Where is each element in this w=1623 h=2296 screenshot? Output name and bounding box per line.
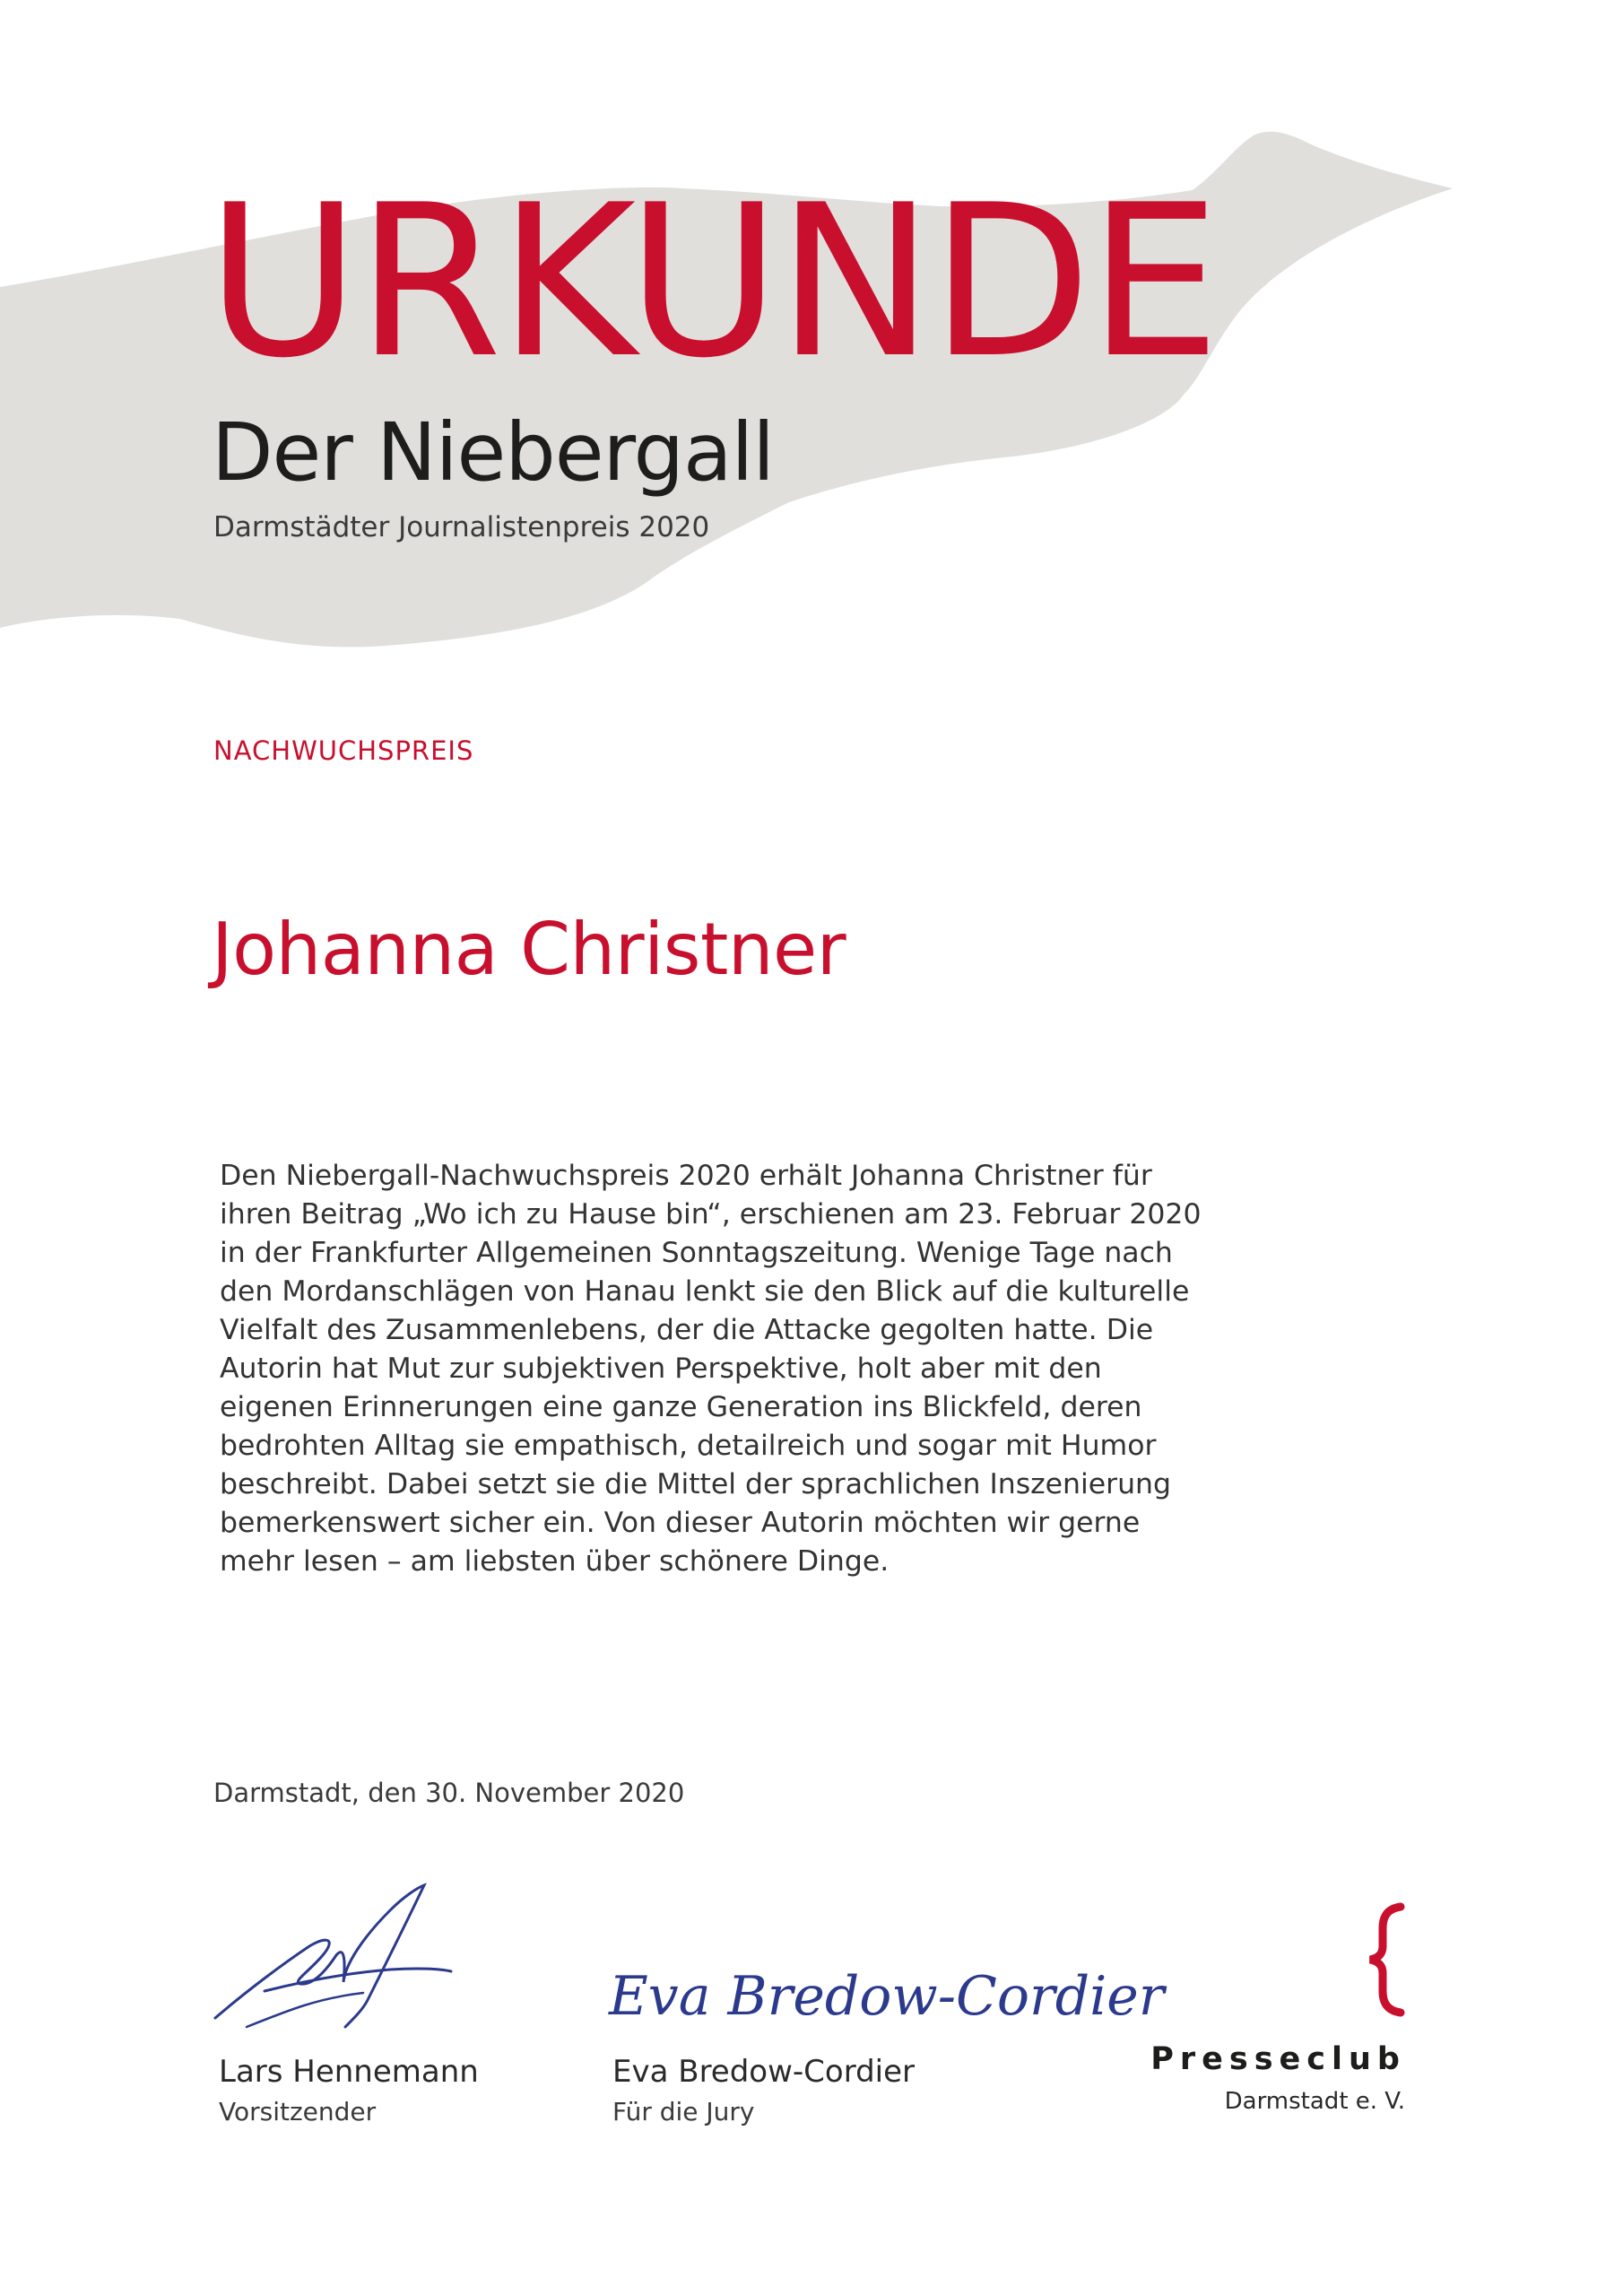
signature-bredow-cordier-handwriting: Eva Bredow-Cordier xyxy=(609,1965,1165,2028)
prize-name: Der Niebergall xyxy=(212,405,774,499)
citation-line: bedrohten Alltag sie empathisch, detailreich und sogar mit Humor xyxy=(220,1430,1157,1462)
citation-line: Vielfalt des Zusammenlebens, der die Attacke gegolten hatte. Die xyxy=(220,1314,1154,1346)
citation-line: beschreibt. Dabei setzt sie die Mittel der sprachlichen Inszenierung xyxy=(220,1468,1172,1500)
citation-line: in der Frankfurter Allgemeinen Sonntagszeitung. Wenige Tage nach xyxy=(220,1237,1173,1269)
citation-text xyxy=(220,1157,1202,1581)
signatory-1-role: Vorsitzender xyxy=(219,2097,377,2126)
citation-line: mehr lesen – am liebsten über schönere Dinge. xyxy=(220,1545,890,1578)
presseclub-logo-sub: Darmstadt e. V. xyxy=(1224,2088,1405,2115)
signatory-2-name: Eva Bredow-Cordier xyxy=(612,2054,916,2090)
citation-line: eigenen Erinnerungen eine ganze Generation ins Blickfeld, deren xyxy=(220,1391,1142,1423)
issue-date: Darmstadt, den 30. November 2020 xyxy=(213,1778,685,1808)
signature-hennemann-image xyxy=(211,1883,453,2036)
signature-bredow-cordier-image xyxy=(605,1955,1165,2036)
prize-tagline: Darmstädter Journalistenpreis 2020 xyxy=(213,511,710,544)
award-category: NACHWUCHSPREIS xyxy=(213,735,474,766)
signatory-2-role: Für die Jury xyxy=(612,2097,755,2126)
presseclub-brace-icon xyxy=(1363,1901,1408,2018)
citation-line: ihren Beitrag „Wo ich zu Hause bin“, erschienen am 23. Februar 2020 xyxy=(220,1198,1202,1231)
presseclub-logo-name: Presseclub xyxy=(1150,2041,1406,2077)
citation-line: den Mordanschlägen von Hanau lenkt sie den Blick auf die kulturelle xyxy=(220,1275,1190,1308)
certificate-title: URKUNDE xyxy=(206,161,1218,404)
winner-name: Johanna Christner xyxy=(212,908,846,991)
citation-line: bemerkenswert sicher ein. Von dieser Autorin möchten wir gerne xyxy=(220,1507,1141,1539)
citation-line: Autorin hat Mut zur subjektiven Perspektive, holt aber mit den xyxy=(220,1352,1102,1385)
signatory-1-name: Lars Hennemann xyxy=(219,2054,479,2090)
citation-line: Den Niebergall-Nachwuchspreis 2020 erhält Johanna Christner für xyxy=(220,1160,1152,1192)
